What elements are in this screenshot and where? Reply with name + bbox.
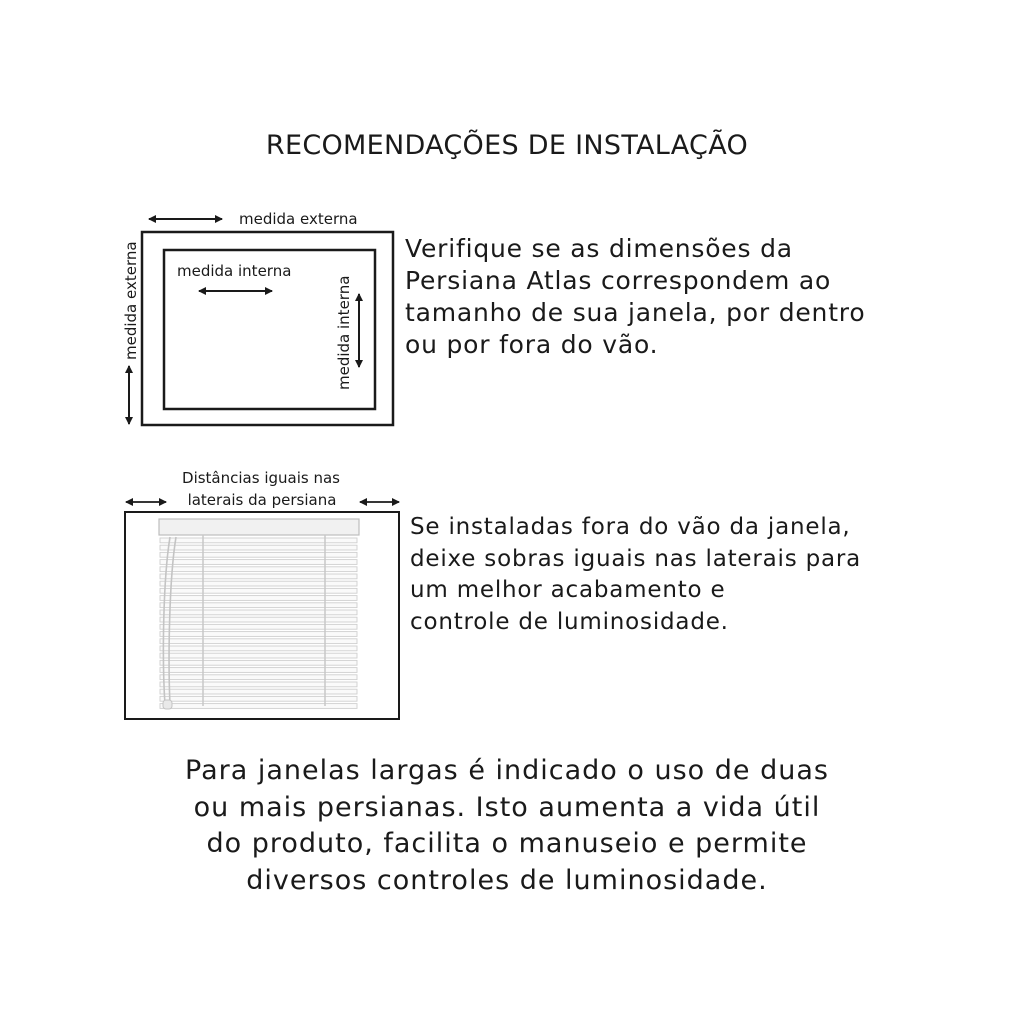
section2-line: controle de luminosidade.	[410, 608, 729, 635]
slat	[160, 704, 357, 709]
footer-text	[0, 753, 1014, 899]
slat	[160, 581, 357, 586]
section1-line: ou por fora do vão.	[405, 330, 659, 359]
section2-text	[410, 512, 861, 638]
slat	[160, 567, 357, 572]
slat	[160, 588, 357, 593]
slat	[160, 696, 357, 701]
footer-line: ou mais persianas. Isto aumenta a vida útil	[193, 791, 821, 823]
slat	[160, 552, 357, 557]
outer-frame	[142, 232, 393, 425]
slat	[160, 682, 357, 687]
section1-line: Persiana Atlas correspondem ao	[405, 266, 832, 295]
head-rail	[159, 519, 359, 535]
caption-line2: laterais da persiana	[187, 491, 337, 509]
external-height-label: medida externa	[122, 241, 140, 360]
section2-line: um melhor acabamento e	[410, 577, 726, 603]
section1-text	[405, 233, 865, 361]
slat	[160, 660, 357, 665]
slat	[160, 538, 357, 543]
slat	[160, 610, 357, 615]
footer-line: Para janelas largas é indicado o uso de duas	[185, 755, 829, 786]
slat	[160, 668, 357, 673]
section1-line: Verifique se as dimensões da	[405, 234, 793, 263]
slat	[160, 639, 357, 644]
section2-line: Se instaladas fora do vão da janela,	[410, 514, 851, 540]
measurement-diagram	[110, 200, 400, 435]
slat	[160, 646, 357, 651]
section1-line: tamanho de sua janela, por dentro	[405, 298, 866, 327]
slat	[160, 574, 357, 579]
slat	[160, 689, 357, 694]
slat	[160, 632, 357, 637]
slat	[160, 603, 357, 608]
page-title: RECOMENDAÇÕES DE INSTALAÇÃO	[265, 130, 749, 161]
slat	[160, 560, 357, 565]
blind-diagram	[118, 465, 406, 725]
slat	[160, 675, 357, 680]
external-width-label: medida externa	[239, 210, 358, 228]
footer-line: do produto, facilita o manuseio e permite	[206, 828, 808, 859]
footer-line: diversos controles de luminosidade.	[246, 864, 768, 896]
internal-width-label: medida interna	[177, 262, 292, 280]
slat	[160, 653, 357, 658]
internal-height-label: medida interna	[335, 275, 353, 390]
slat	[160, 596, 357, 601]
section2-line: deixe sobras iguais nas laterais para	[410, 545, 862, 572]
slat	[160, 617, 357, 622]
tassel	[163, 700, 172, 709]
slat	[160, 545, 357, 550]
caption-line1: Distâncias iguais nas	[182, 469, 340, 487]
slat	[160, 624, 357, 629]
